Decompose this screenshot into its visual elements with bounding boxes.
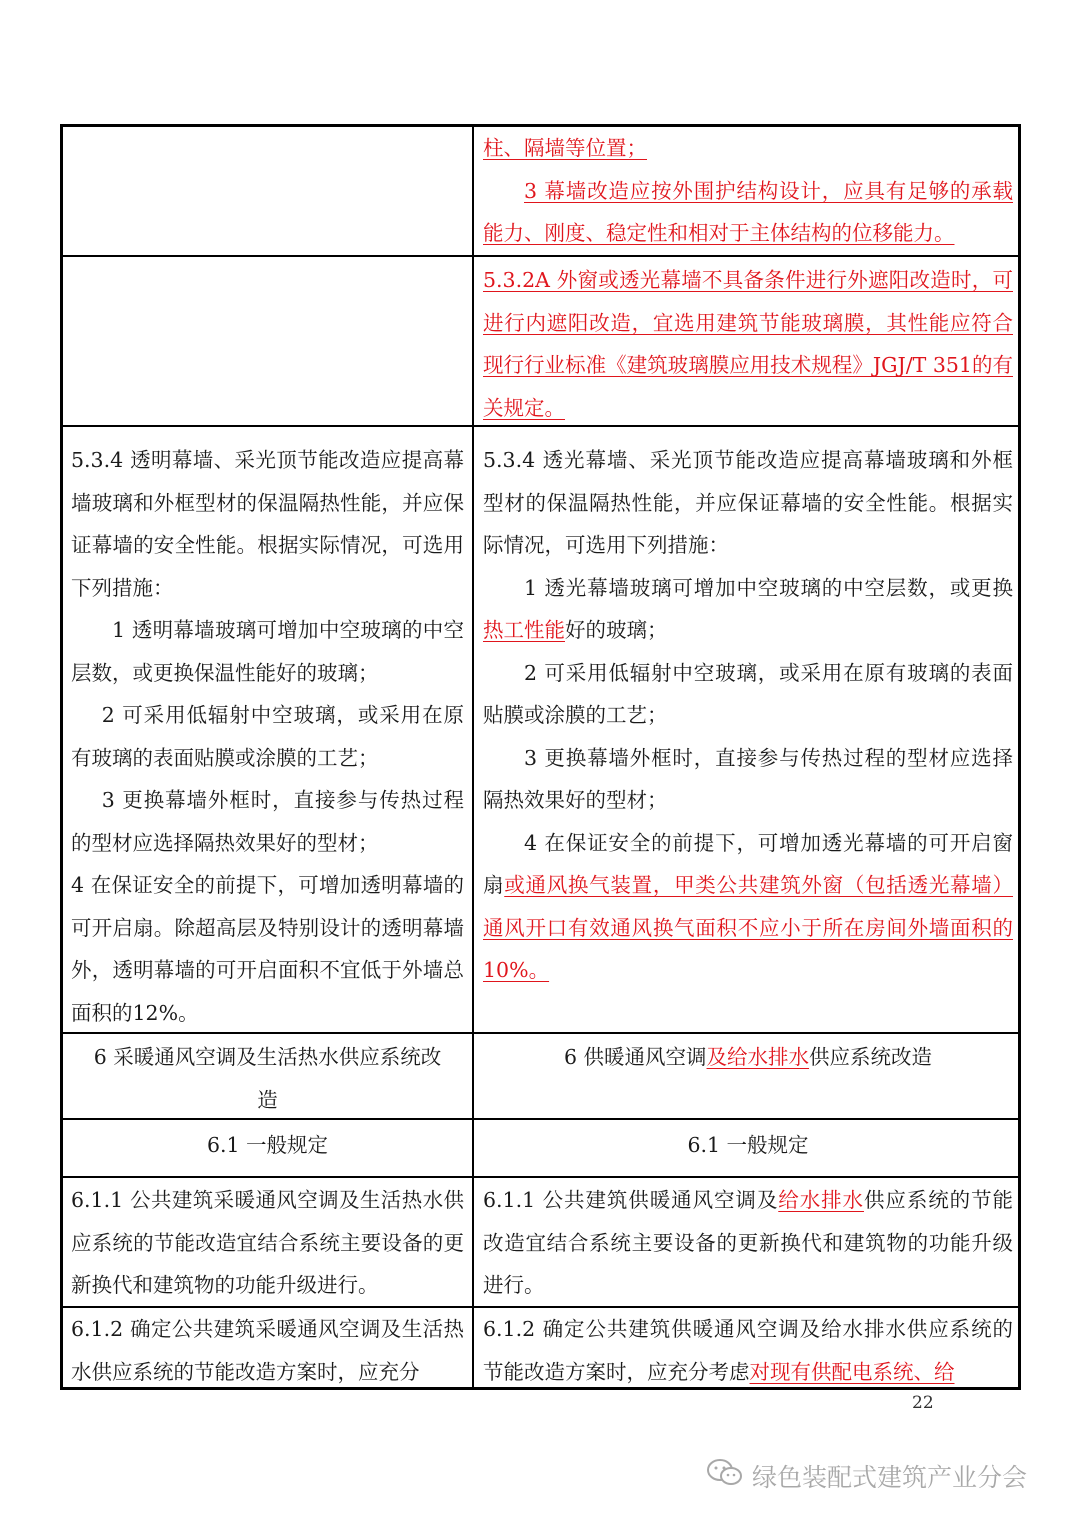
revision-text: 或通风换气装置，甲类公共建筑外窗（包括透光幕墙）通风开口有效通风换气面积不应小于所在房间外墙面积的 10%。 bbox=[483, 873, 1014, 982]
column-divider bbox=[472, 127, 474, 1390]
revision-text: 3 幕墙改造应按外围护结构设计，应具有足够的承载能力、刚度、稳定性和相对于主体结构的位移能力。 bbox=[483, 178, 1013, 245]
list-item: 3 更换幕墙外框时，直接参与传热过程的型材应选择隔热效果好的型材； bbox=[483, 745, 1013, 812]
subsection-heading: 6.1 一般规定 bbox=[206, 1133, 329, 1157]
list-item: 3 更换幕墙外框时，直接参与传热过程的型材应选择隔热效果好的型材； bbox=[71, 788, 464, 855]
list-item: 4 在保证安全的前提下，可增加透明幕墙的可开启扇。除超高层及特别设计的透明幕墙外，透明幕墙的可开启面积不宜低于外墙总面积的12%。 bbox=[71, 873, 464, 1025]
item-text: 4 在保证安全的前提下，可增加透光幕墙的可开启窗扇 bbox=[483, 830, 1013, 897]
clause-5-3-4-new: 5.3.4 透光幕墙、采光顶节能改造应提高幕墙玻璃和外框型材的保温隔热性能，并应保证幕墙的安全性能。根据实际情况，可选用下列措施： bbox=[483, 448, 1013, 557]
list-item bbox=[483, 822, 1013, 992]
section-heading bbox=[483, 1036, 1013, 1079]
row6-right-cell bbox=[475, 1179, 1021, 1307]
list-item bbox=[483, 567, 1013, 652]
clause-6-1-1-new bbox=[483, 1179, 1013, 1307]
watermark-text: 绿色装配式建筑产业分会 bbox=[752, 1463, 1028, 1492]
wechat-icon bbox=[706, 1458, 744, 1494]
revision-text: 柱、隔墙等位置； bbox=[483, 136, 647, 160]
row4-left-cell bbox=[63, 1036, 472, 1121]
section-heading: 6 采暖通风空调及生活热水供应系统改造 bbox=[93, 1045, 442, 1112]
row4-right-cell bbox=[475, 1036, 1021, 1079]
clause-text: 6.1.2 确定公共建筑供暖通风空调及给水排水供应系统的节能改造方案时，应充分考虑 bbox=[483, 1317, 1013, 1384]
list-item: 1 透明幕墙玻璃可增加中空玻璃的中空层数，或更换保温性能好的玻璃； bbox=[71, 618, 464, 685]
row2-right-cell bbox=[475, 259, 1021, 429]
row6-left-cell bbox=[63, 1179, 472, 1307]
revision-text: 对现有供配电系统、给 bbox=[749, 1359, 955, 1384]
row1-right-cell bbox=[475, 127, 1021, 255]
subsection-heading: 6.1 一般规定 bbox=[687, 1133, 809, 1157]
page-number: 22 bbox=[912, 1393, 934, 1413]
revision-text: 给水排水 bbox=[778, 1188, 864, 1212]
clause-6-1-2-new bbox=[483, 1308, 1013, 1393]
row5-left-cell bbox=[63, 1124, 472, 1167]
item-text: 好的玻璃； bbox=[565, 618, 668, 642]
row3-right-cell bbox=[475, 439, 1021, 992]
clause-6-1-1-old: 6.1.1 公共建筑采暖通风空调及生活热水供应系统的节能改造宜结合系统主要设备的更新换代和建筑物的功能升级进行。 bbox=[71, 1188, 464, 1297]
clause-text: 6.1.1 公共建筑供暖通风空调及 bbox=[483, 1188, 779, 1212]
list-item: 2 可采用低辐射中空玻璃，或采用在原有玻璃的表面贴膜或涂膜的工艺； bbox=[483, 660, 1013, 727]
revision-text: 及给水排水 bbox=[706, 1045, 810, 1069]
revision-text: 热工性能 bbox=[483, 618, 565, 642]
row-divider bbox=[63, 1176, 1018, 1178]
item-text: 1 透光幕墙玻璃可增加中空玻璃的中空层数，或更换 bbox=[524, 575, 1013, 600]
heading-text: 供应系统改造 bbox=[809, 1045, 933, 1069]
row3-left-cell bbox=[63, 439, 472, 1034]
clause-5-3-2a: 5.3.2A 外窗或透光幕墙不具备条件进行外遮阳改造时，可进行内遮阳改造，宜选用建筑节能玻璃膜，其性能应符合现行行业标准《建筑玻璃膜应用技术规程》JGJ/T 351的有关规定。 bbox=[483, 268, 1013, 420]
watermark bbox=[706, 1458, 1027, 1494]
heading-text: 6 供暖通风空调 bbox=[563, 1045, 707, 1069]
row7-left-cell bbox=[63, 1308, 472, 1393]
row-divider bbox=[63, 255, 1018, 257]
row7-right-cell bbox=[475, 1308, 1021, 1393]
comparison-table bbox=[60, 124, 1021, 1390]
clause-text: 供应系统的节能改造宜结合系统主要设备的更新换代和建筑物的功能升级进行。 bbox=[483, 1188, 1014, 1297]
clause-5-3-4-old: 5.3.4 透明幕墙、采光顶节能改造应提高幕墙玻璃和外框型材的保温隔热性能，并应保证幕墙的安全性能。根据实际情况，可选用下列措施： bbox=[71, 448, 464, 600]
clause-6-1-2-old: 6.1.2 确定公共建筑采暖通风空调及生活热水供应系统的节能改造方案时，应充分 bbox=[71, 1317, 464, 1384]
row5-right-cell bbox=[475, 1124, 1021, 1167]
list-item: 2 可采用低辐射中空玻璃，或采用在原有玻璃的表面贴膜或涂膜的工艺； bbox=[71, 703, 464, 770]
